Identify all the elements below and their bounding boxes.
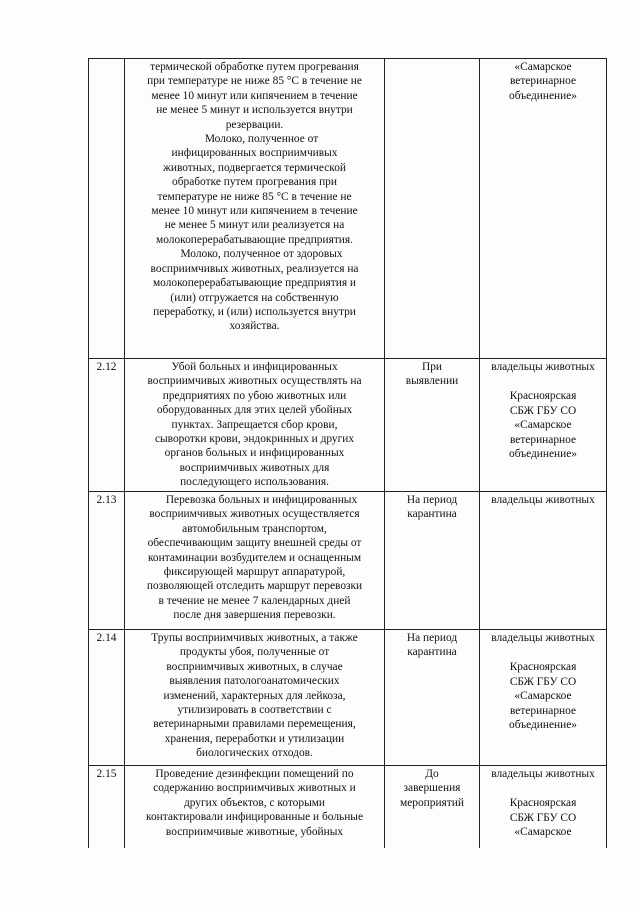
action-paragraph: термической обработке путем прогревания при температуре не ниже 85 °С в течение не менее 10 минут или кипячением в течение не менее 5 минут и используется внутри резервации.: [147, 61, 362, 131]
table-row: [89, 59, 607, 359]
responsible-text: «Самарское ветеринарное объединение»: [509, 61, 577, 102]
responsible-text: владельцы животных: [491, 768, 595, 780]
term-cell: [385, 492, 480, 630]
term-cell: [385, 630, 480, 766]
term-text: До завершения мероприятий: [400, 768, 464, 809]
table-row: [89, 359, 607, 492]
responsible-cell: [480, 492, 607, 630]
term-text: При выявлении: [405, 361, 459, 388]
row-number: 2.13: [89, 492, 125, 630]
action-cell: [125, 59, 385, 359]
responsible-cell: [480, 766, 607, 849]
action-cell: [125, 359, 385, 492]
action-paragraph: Перевозка больных и инфицированных восприимчивых животных осуществляется автомобильным транспортом, обеспечивающим защиту внешней среды от контаминации возбудителем и оснащенным фиксирующей маршрут аппаратурой, позволяющей отследить маршрут перевозки в течение не менее 7 календарных дней после дня завершения перевозки.: [146, 494, 363, 622]
row-number: [89, 59, 125, 359]
action-paragraph: Убой больных и инфицированных восприимчивых животных осуществлять на предприятиях по убою животных или оборудованных для этих целей убойных пунктах. Запрещается сбор крови, сыворотки крови, эндокринных и других органов больных и инфицированных восприимчивых животных для последующего использования.: [147, 361, 362, 489]
responsible-text: Красноярская СБЖ ГБУ СО «Самарское ветеринарное объединение»: [509, 390, 577, 461]
responsible-text: Красноярская СБЖ ГБУ СО «Самарское ветеринарное объединение»: [509, 661, 577, 732]
table-row: [89, 492, 607, 630]
action-paragraph: Проведение дезинфекции помещений по содержанию восприимчивых животных и других объектов, с которыми контактировали инфицированные и больные восприимчивые животные, убойных: [145, 768, 364, 838]
row-number: 2.14: [89, 630, 125, 766]
row-number: 2.15: [89, 766, 125, 849]
term-text: На период карантина: [406, 632, 458, 659]
term-cell: [385, 766, 480, 849]
term-cell: [385, 359, 480, 492]
action-paragraph: Молоко, полученное от инфицированных восприимчивых животных, подвергается термической обработке путем прогревания при температуре не ниже 85 °С в течение не менее 10 минут или кипячением в течение не менее 5 минут или реализуется на молокоперерабатывающие предприятия.: [151, 133, 358, 246]
table-row: [89, 766, 607, 849]
action-paragraph: Трупы восприимчивых животных, а также продукты убоя, полученные от восприимчивых животных, в случае выявления патологоанатомических изменений, характерных для лейкоза, утилизировать в соответствии с ветеринарными правилами перемещения, хранения, переработки и утилизации биологических отходов.: [151, 632, 358, 760]
responsible-cell: [480, 630, 607, 766]
responsible-text: владельцы животных: [491, 632, 595, 644]
responsible-cell: [480, 359, 607, 492]
measures-table: [88, 58, 607, 848]
action-cell: [125, 766, 385, 849]
responsible-text: владельцы животных: [491, 494, 595, 506]
action-paragraph: Молоко, полученное от здоровых восприимчивых животных, реализуется на молокоперерабатывающие предприятия и (или) отгружается на собственную переработку, и (или) используется внутри хозяйства.: [150, 248, 359, 333]
responsible-text: владельцы животных: [491, 361, 595, 373]
term-text: На период карантина: [406, 494, 458, 521]
responsible-cell: [480, 59, 607, 359]
action-cell: [125, 492, 385, 630]
row-number: 2.12: [89, 359, 125, 492]
action-cell: [125, 630, 385, 766]
table-row: [89, 630, 607, 766]
responsible-text: Красноярская СБЖ ГБУ СО «Самарское: [509, 797, 577, 839]
term-cell: [385, 59, 480, 359]
